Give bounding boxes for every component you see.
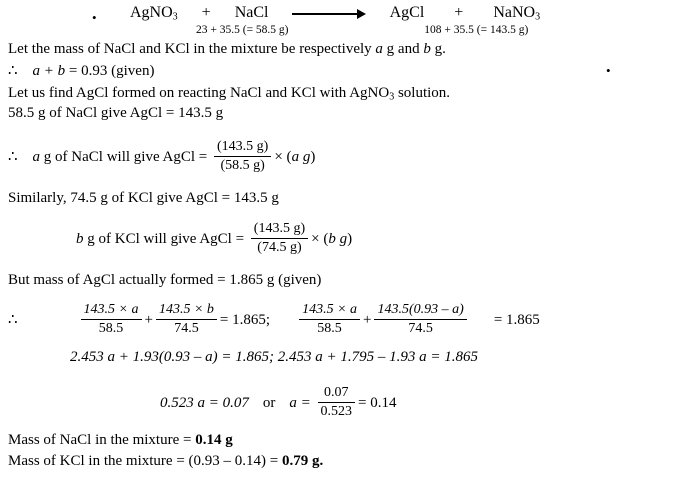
- eq3-a-equals: a =: [289, 394, 315, 411]
- mass-left: 23 + 35.5 (= 58.5 g): [196, 24, 289, 36]
- reaction-molar-masses: [196, 24, 528, 36]
- product-agcl: AgCl: [389, 4, 425, 21]
- variable-a-2: a: [32, 148, 41, 165]
- mass-right: 108 + 35.5 (= 143.5 g): [424, 24, 529, 36]
- equation-solve-a: [160, 386, 396, 421]
- statement-nacl-gives-agcl: 58.5 g of NaCl give AgCl = 143.5 g: [8, 105, 224, 121]
- eq1b-result: = 1.865: [493, 311, 540, 328]
- fraction-1435-over-745: $\frac{(143.5 g)}{(74.5 g)}$: [251, 221, 308, 256]
- fraction-1435b-over-745: $\frac{143.5 \times b}{74.5}$: [156, 302, 217, 337]
- nano3-subscript: 3: [535, 11, 541, 23]
- agno3-subscript: 3: [172, 11, 178, 23]
- statement-let-mass: Let the mass of NaCl and KCl in the mixture be respectively a g and b g.: [8, 41, 446, 57]
- plus-sign-1: +: [201, 4, 211, 21]
- term-a-g: a g: [291, 148, 311, 165]
- variable-b-2: b: [76, 230, 84, 247]
- equation-a-g-nacl: ∴ a g of NaCl will give AgCl = $\frac{(143.5 g)}{(58.5 g)}$ × (a g): [8, 139, 316, 173]
- agno3-subscript-2: 3: [389, 91, 395, 103]
- statement-find-agcl: Let us find AgCl formed on reacting NaCl and KCl with AgNO$_3$ solution.: [8, 85, 451, 103]
- fraction-1435a-over-585: $\frac{143.5 \times a}{58.5}$: [81, 302, 142, 337]
- fraction-1435-093-minus-a-over-745: $\frac{143.5(0.93 - a)}{74.5}$: [374, 302, 466, 337]
- therefore-symbol-2: ∴: [8, 148, 18, 165]
- arrow-right-icon: [292, 7, 366, 19]
- product-nano3: NaNO$_3$: [493, 4, 541, 23]
- answer-kcl-value: 0.79 g.: [281, 453, 324, 469]
- stray-mark-right: •: [606, 63, 611, 78]
- fraction-1435-over-585: $\frac{(143.5 g)}{(58.5 g)}$: [214, 139, 271, 174]
- therefore-symbol-3: ∴: [8, 311, 18, 328]
- answer-nacl-value: 0.14 g: [195, 432, 233, 448]
- plus-sign-2: +: [454, 4, 464, 21]
- fraction-007-over-0523: $\frac{0.07}{0.523}$: [318, 385, 356, 420]
- statement-similarly-kcl: Similarly, 74.5 g of KCl give AgCl = 143.5 g: [8, 190, 279, 206]
- stray-mark-left: •: [92, 10, 97, 25]
- reactant-nacl: NaCl: [234, 4, 269, 21]
- fraction-1435a-over-585-b: $\frac{143.5 \times a}{58.5}$: [299, 302, 360, 337]
- equation-a-plus-b: ∴ a + b = 0.93 (given): [8, 63, 155, 79]
- reactant-agno3: AgNO$_3$: [130, 4, 178, 23]
- equation-main-row: ∴ $\frac{143.5 \times a}{58.5}$ + $\frac{143.5 \times b}{74.5}$ = 1.865; $\frac{143.5 \times a}{58.5}$ + $\frac{143.5(0.93 - a)}{74.5}$ = 1.865: [8, 302, 540, 336]
- therefore-symbol-1: ∴: [8, 63, 18, 79]
- equation-b-g-kcl: b g of KCl will give AgCl = $\frac{(143.5 g)}{(74.5 g)}$ × (b g): [76, 221, 353, 255]
- eq3-result: = 0.14: [358, 394, 397, 411]
- variable-a: a: [375, 41, 383, 57]
- equation-expanded: 2.453 a + 1.93(0.93 – a) = 1.865; 2.453 a + 1.795 – 1.93 a = 1.865: [70, 349, 478, 365]
- answer-nacl-mass: Mass of NaCl in the mixture = 0.14 g: [8, 432, 233, 448]
- eq3-or: or: [262, 394, 276, 411]
- eq1-result: = 1.865;: [219, 311, 271, 328]
- expr-a-plus-b: a + b: [32, 63, 66, 79]
- variable-b: b: [423, 41, 431, 57]
- answer-kcl-mass: Mass of KCl in the mixture = (0.93 – 0.14) = 0.79 g.: [8, 453, 324, 469]
- statement-but-mass-agcl: But mass of AgCl actually formed = 1.865 g (given): [8, 272, 322, 288]
- chemical-reaction-equation: [130, 4, 540, 23]
- term-b-g: b g: [328, 230, 348, 247]
- eq3-left: 0.523 a = 0.07: [160, 394, 249, 411]
